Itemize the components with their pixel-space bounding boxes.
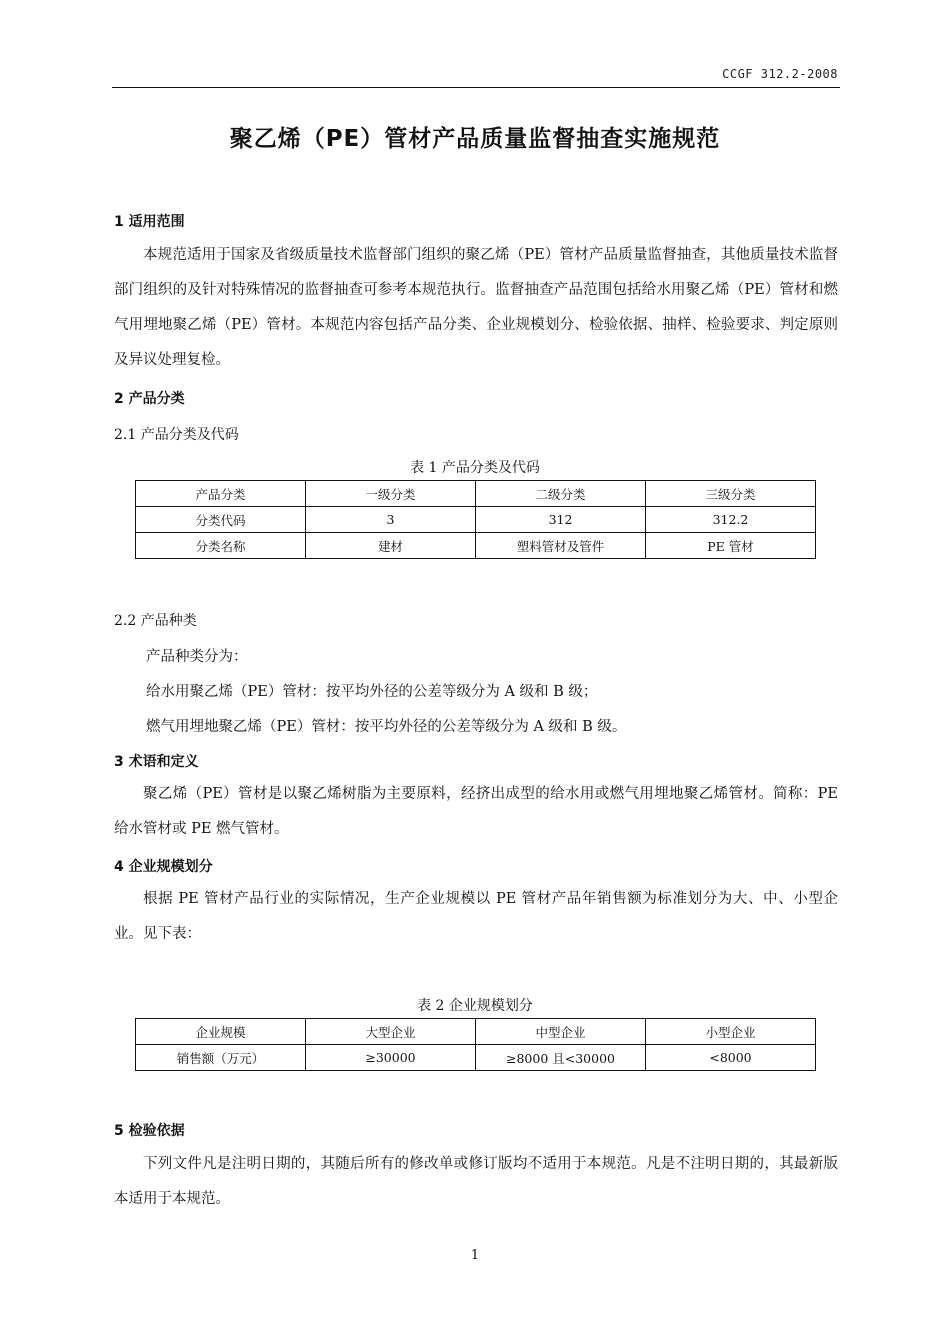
table-cell: 312.2 (646, 507, 816, 533)
table-cell: ≥30000 (306, 1045, 476, 1071)
product-types-intro: 产品种类分为： (146, 649, 248, 665)
document-title: 聚乙烯（PE）管材产品质量监督抽查实施规范 (229, 126, 721, 152)
product-type-water: 给水用聚乙烯（PE）管材：按平均外径的公差等级分为 A 级和 B 级； (146, 684, 598, 700)
page-number: 1 (470, 1248, 480, 1263)
table-cell: 二级分类 (476, 481, 646, 507)
table-cell: <8000 (646, 1045, 816, 1071)
table-cell: 小型企业 (646, 1019, 816, 1045)
table-cell: 中型企业 (476, 1019, 646, 1045)
product-type-gas: 燃气用埋地聚乙烯（PE）管材：按平均外径的公差等级分为 A 级和 B 级。 (146, 719, 627, 735)
table-row (136, 481, 816, 507)
table-cell: 企业规模 (136, 1019, 306, 1045)
table-cell: 产品分类 (136, 481, 306, 507)
table-1-caption: 表 1 产品分类及代码 (410, 460, 540, 476)
table-cell: PE 管材 (646, 533, 816, 559)
section-4-paragraph: 根据 PE 管材产品行业的实际情况，生产企业规模以 PE 管材产品年销售额为标准划分为大、中、小型企业。见下表： (114, 891, 838, 942)
table-cell: 分类名称 (136, 533, 306, 559)
table-cell: 312 (476, 507, 646, 533)
table-row (136, 533, 816, 559)
section-5-heading: 5 检验依据 (114, 1123, 185, 1139)
table-cell: 建材 (306, 533, 476, 559)
table-cell: 一级分类 (306, 481, 476, 507)
section-2-2-heading: 2.2 产品种类 (114, 613, 197, 629)
table-2-caption: 表 2 企业规模划分 (417, 998, 533, 1014)
section-2-heading: 2 产品分类 (114, 391, 185, 407)
header-rule (112, 87, 840, 88)
section-3-paragraph: 聚乙烯（PE）管材是以聚乙烯树脂为主要原料，经挤出成型的给水用或燃气用埋地聚乙烯管材。简称：PE 给水管材或 PE 燃气管材。 (114, 786, 838, 837)
table-cell: 大型企业 (306, 1019, 476, 1045)
section-3-heading: 3 术语和定义 (114, 754, 199, 770)
section-2-1-heading: 2.1 产品分类及代码 (114, 427, 239, 443)
table-cell: 分类代码 (136, 507, 306, 533)
table-cell: 3 (306, 507, 476, 533)
section-5-paragraph: 下列文件凡是注明日期的，其随后所有的修改单或修订版均不适用于本规范。凡是不注明日期的，其最新版本适用于本规范。 (114, 1156, 838, 1207)
table-cell: 塑料管材及管件 (476, 533, 646, 559)
table-row (136, 507, 816, 533)
section-1-paragraph: 本规范适用于国家及省级质量技术监督部门组织的聚乙烯（PE）管材产品质量监督抽查，其他质量技术监督部门组织的及针对特殊情况的监督抽查可参考本规范执行。监督抽查产品范围包括给水用聚乙烯（PE）管材和燃气用埋地聚乙烯（PE）管材。本规范内容包括产品分类、企业规模划分、检验依据、抽样、检验要求、判定原则及异议处理复检。 (114, 247, 838, 368)
section-4-heading: 4 企业规模划分 (114, 859, 213, 875)
table-cell: 销售额（万元） (136, 1045, 306, 1071)
table-cell: ≥8000 且<30000 (476, 1045, 646, 1071)
table-row (136, 1045, 816, 1071)
table-2 (135, 1018, 816, 1071)
section-1-heading: 1 适用范围 (114, 214, 185, 230)
document-code: CCGF 312.2-2008 (722, 67, 838, 81)
table-1 (135, 480, 816, 559)
table-row (136, 1019, 816, 1045)
table-cell: 三级分类 (646, 481, 816, 507)
